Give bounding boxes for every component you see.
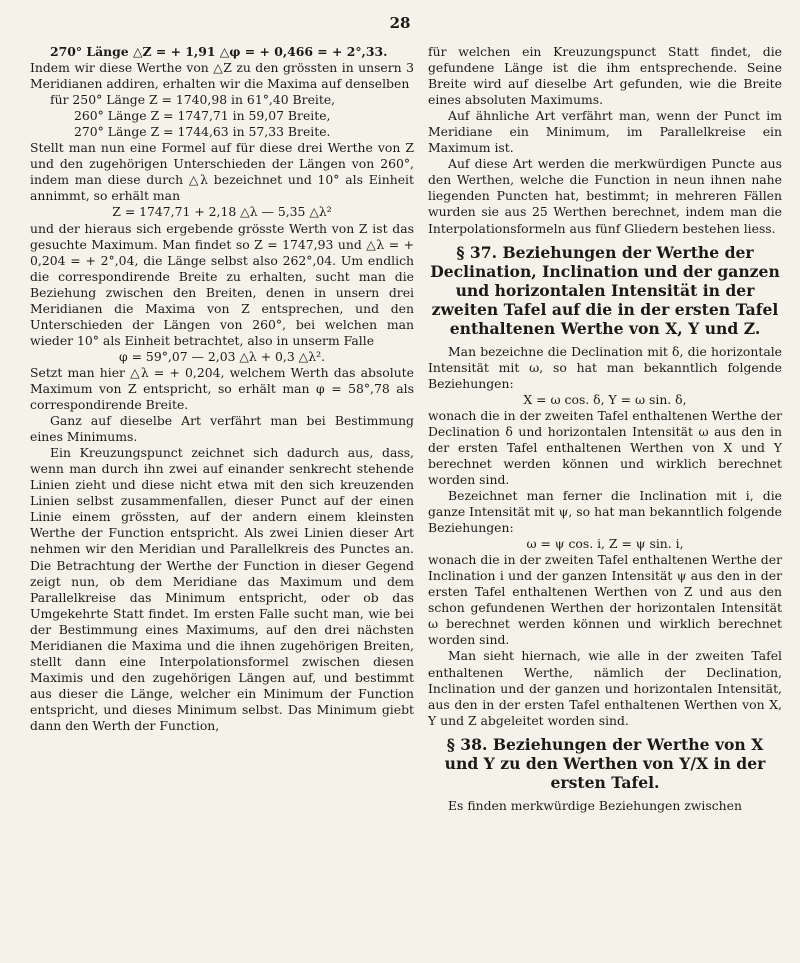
paragraph: wonach die in der zweiten Tafel enthaltenen Werthe der Inclination i und der ganzen Intensität ψ aus den in der ersten Tafel enthaltenen Werthen von Z und aus den schon gefundenen Werthen der horizontalen Intensität ω berechnet werden können und wirklich berechnet worden sind. bbox=[428, 552, 782, 648]
paragraph: Setzt man hier △λ = + 0,204, welchem Werth das absolute Maximum von Z entspricht, so erhält man φ = 58°,78 als correspondirende Breite. bbox=[30, 364, 414, 413]
paragraph: Es finden merkwürdige Beziehungen zwischen bbox=[448, 797, 742, 813]
paragraph: Indem wir diese Werthe von △Z zu den grössten in unsern 3 Meridianen addiren, erhalten wir die Maxima auf denselben bbox=[30, 60, 414, 92]
section-heading-37: § 37. Beziehungen der Werthe der Declination, Inclination und der ganzen und horizontalen Intensität in der zweiten Tafel auf die in der ersten Tafel enthaltenen Werthe von X, Y und Z. bbox=[430, 242, 780, 338]
paragraph: Auf diese Art werden die merkwürdigen Puncte aus den Werthen, welche die Function in neun ihnen nahe liegenden Puncten hat, bestimmt; in mehreren Fällen wurden sie aus 25 Werthen berechnet, indem man die Interpolationsformeln aus fünf Gliedern bestehen liess. bbox=[428, 156, 782, 236]
paragraph: für welchen ein Kreuzungspunct Statt findet, die gefundene Länge ist die ihm entsprechende. Seine Breite wird auf dieselbe Art gefunden, wie die Breite eines absoluten Maximums. bbox=[428, 44, 782, 108]
paragraph: Auf ähnliche Art verfährt man, wenn der Punct im Meridiane ein Minimum, im Parallelkreise ein Maximum ist. bbox=[428, 108, 782, 156]
section-heading-38: § 38. Beziehungen der Werthe von X und Y zu den Werthen von Y/X in der ersten Tafel. bbox=[444, 734, 766, 792]
paragraph: Ein Kreuzungspunct zeichnet sich dadurch aus, dass, wenn man durch ihn zwei auf einander senkrecht stehende Linien zieht und diese nicht etwa mit den sich kreuzenden Linien selbst zusammenfallen, dieser Punct auf der einen Linie einem grössten, auf der andern einem kleinsten Werthe der Function entspricht. Als zwei Linien dieser Art nehmen wir den Meridian und Parallelkreis des Punctes an. Die Betrachtung der Werthe der Function in dieser Gegend zeigt nun, ob dem Meridiane das Maximum und dem Parallelkreise das Minimum entspricht, oder ob das Umgekehrte Statt findet. Im ersten Falle sucht man, wie bei der Bestimmung eines Maximums, auf den drei nächsten Meridianen die Maxima und die ihnen zugehörigen Breiten, stellt dann eine Interpolationsformel zwischen diesen Maximis und den zugehörigen Längen auf, und bestimmt aus dieser die Länge, welcher ein Minimum der Function entspricht, und dieses Minimum selbst. Das Minimum giebt dann den Werth der Function, bbox=[30, 445, 414, 733]
maxima-line: 270° Länge Z = 1744,63 in 57,33 Breite. bbox=[74, 124, 331, 140]
formula-line: 270° Länge △Z = + 1,91 △φ = + 0,466 = + 2°,33. bbox=[50, 44, 388, 59]
paragraph: Bezeichnet man ferner die Inclination mit i, die ganze Intensität mit ψ, so hat man bekanntlich folgende Beziehungen: bbox=[428, 487, 782, 536]
paragraph: Ganz auf dieselbe Art verfährt man bei Bestimmung eines Minimums. bbox=[30, 413, 414, 445]
paragraph: und der hieraus sich ergebende grösste Werth von Z ist das gesuchte Maximum. Man findet so Z = 1747,93 und △λ = + 0,204 = + 2°,04, die Länge selbst also 262°,04. Um endlich die correspondirende Breite zu erhalten, sucht man die Beziehung zwischen den Breiten, denen in unsern drei Meridianen die Maxima von Z entsprechen, und den Unterschieden der Längen von 260°, bei welchen man wieder 10° als Einheit betrachtet, also in unserm Falle bbox=[30, 220, 414, 348]
maxima-line: für 250° Länge Z = 1740,98 in 61°,40 Breite, bbox=[50, 92, 336, 108]
paragraph: Stellt man nun eine Formel auf für diese drei Werthe von Z und den zugehörigen Unterschieden der Längen von 260°, indem man diese durch △λ bezeichnet und 10° als Einheit annimmt, so erhält man bbox=[30, 140, 414, 204]
equation: Z = 1747,71 + 2,18 △λ — 5,35 △λ² bbox=[112, 204, 332, 220]
paragraph: Man sieht hiernach, wie alle in der zweiten Tafel enthaltenen Werthe, nämlich der Declination, Inclination und der ganzen und horizontalen Intensität, aus den in der ersten Tafel enthaltenen Werthen von X, Y und Z abgeleitet worden sind. bbox=[428, 648, 782, 728]
equation: X = ω cos. δ, Y = ω sin. δ, bbox=[523, 391, 687, 407]
paragraph: Man bezeichne die Declination mit δ, die horizontale Intensität mit ω, so hat man bekanntlich folgende Beziehungen: bbox=[428, 343, 782, 391]
right-column bbox=[428, 44, 782, 814]
left-column bbox=[30, 44, 414, 734]
equation: φ = 59°,07 — 2,03 △λ + 0,3 △λ². bbox=[119, 348, 325, 364]
equation: ω = ψ cos. i, Z = ψ sin. i, bbox=[526, 536, 684, 552]
maxima-line: 260° Länge Z = 1747,71 in 59,07 Breite, bbox=[74, 108, 331, 124]
paragraph: wonach die in der zweiten Tafel enthaltenen Werthe der Declination δ und horizontalen Intensität ω aus den in der ersten Tafel enthaltenen Werthen von X und Y berechnet werden können und wirklich berechnet worden sind. bbox=[428, 407, 782, 487]
page-number: 28 bbox=[389, 14, 411, 32]
